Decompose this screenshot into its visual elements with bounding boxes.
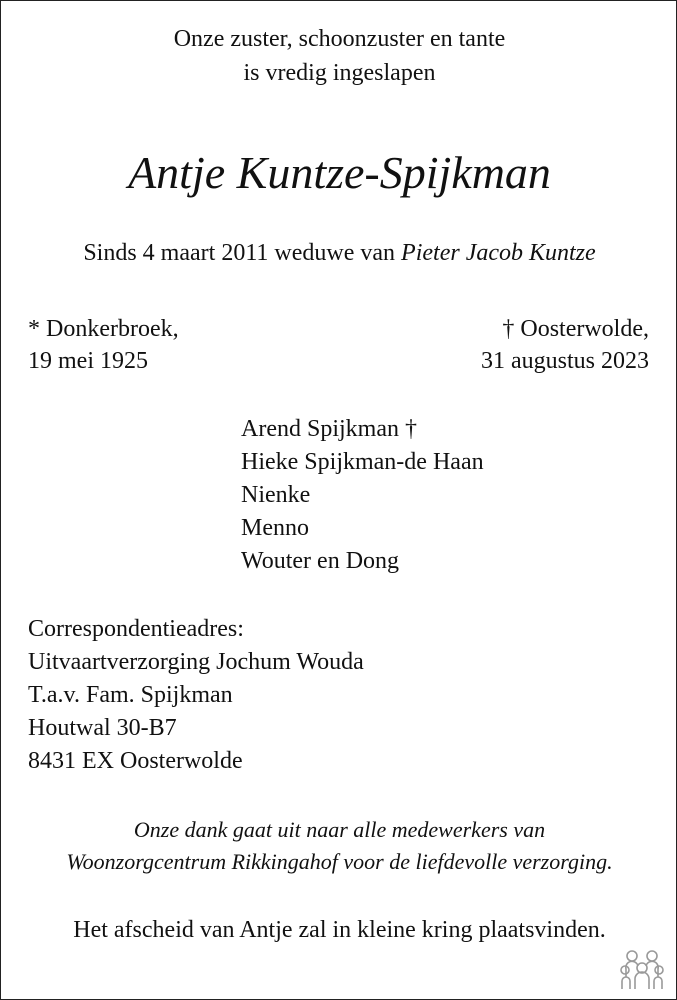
birth-place: * Donkerbroek, xyxy=(28,316,179,342)
people-group-icon xyxy=(618,947,666,991)
thanks-line-2: Woonzorgcentrum Rikkingahof voor de liefdevolle verzorging. xyxy=(66,849,613,874)
family-member: Nienke xyxy=(241,482,311,508)
deceased-name: Antje Kuntze-Spijkman xyxy=(128,147,551,198)
family-member: Wouter en Dong xyxy=(241,548,400,574)
intro-line-2: is vredig ingeslapen xyxy=(243,60,436,86)
intro-line-1: Onze zuster, schoonzuster en tante xyxy=(173,26,506,52)
family-member: Hieke Spijkman-de Haan xyxy=(241,449,484,475)
spouse-name: Pieter Jacob Kuntze xyxy=(401,240,596,266)
death-date: 31 augustus 2023 xyxy=(481,348,649,374)
farewell-line: Het afscheid van Antje zal in kleine kring plaatsvinden. xyxy=(73,917,606,943)
widow-prefix: Sinds 4 maart 2011 weduwe van xyxy=(83,240,396,266)
birth-date: 19 mei 1925 xyxy=(28,348,148,374)
correspondence-line: T.a.v. Fam. Spijkman xyxy=(28,682,233,708)
family-member: Menno xyxy=(241,515,309,541)
widow-line xyxy=(1,237,677,269)
correspondence-line: Houtwal 30-B7 xyxy=(28,715,177,741)
death-place: † Oosterwolde, xyxy=(502,316,649,342)
correspondence-line: 8431 EX Oosterwolde xyxy=(28,748,243,774)
correspondence-line: Uitvaartverzorging Jochum Wouda xyxy=(28,649,364,675)
correspondence-heading: Correspondentieadres: xyxy=(28,616,244,642)
thanks-line-1: Onze dank gaat uit naar alle medewerkers van xyxy=(133,817,546,842)
family-member: Arend Spijkman † xyxy=(241,416,417,442)
